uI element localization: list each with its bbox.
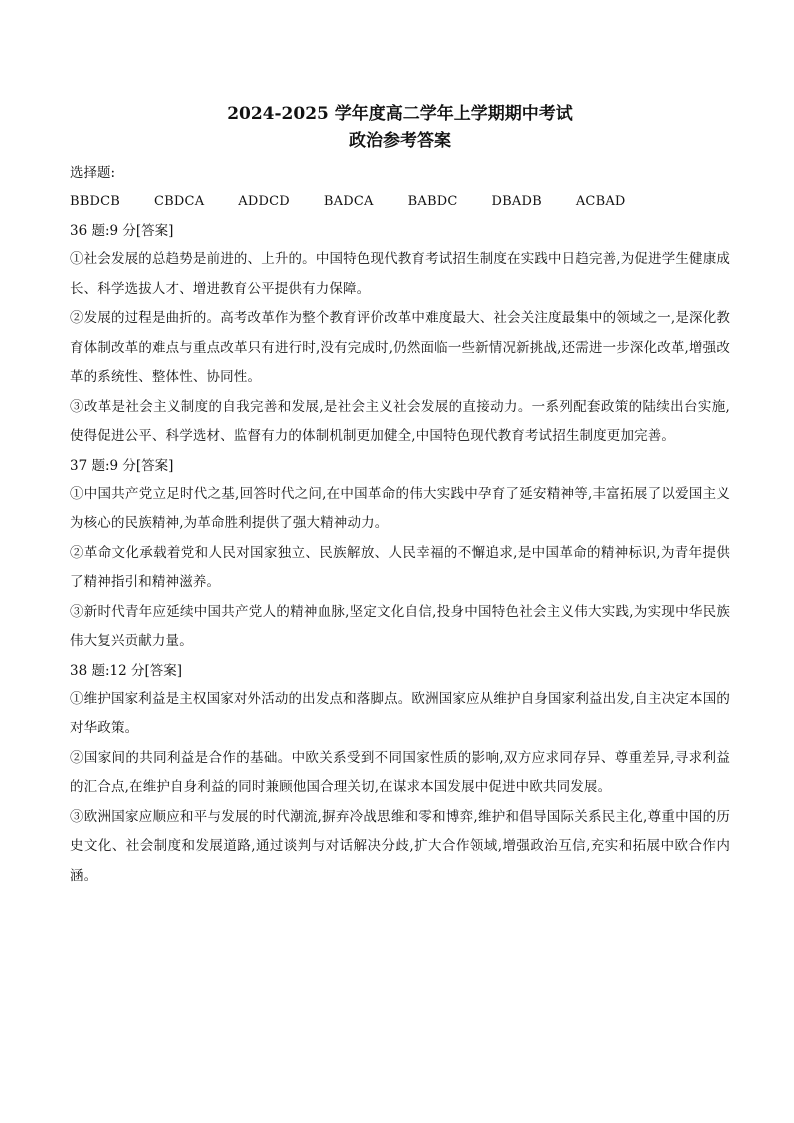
choice-group: BBDCB [70,194,121,209]
document-body [70,101,730,891]
choice-group: BABDC [407,194,458,209]
question-37-point-1: ①中国共产党立足时代之基,回答时代之问,在中国革命的伟大实践中孕育了延安精神等,丰富拓展了以爱国主义为核心的民族精神,为革命胜利提供了强大精神动力。 [70,485,730,531]
question-38-point-2: ②国家间的共同利益是合作的基础。中欧关系受到不同国家性质的影响,双方应求同存异、尊重差异,寻求利益的汇合点,在维护自身利益的同时兼顾他国合理关切,在谋求本国发展中促进中欧共同发展。 [70,749,730,795]
question-37-heading: 37 题:9 分[答案] [70,457,174,474]
question-38-point-3: ③欧洲国家应顺应和平与发展的时代潮流,摒弃冷战思维和零和博弈,维护和倡导国际关系民主化,尊重中国的历史文化、社会制度和发展道路,通过谈判与对话解决分歧,扩大合作领域,增强政治互信,充实和拓展中欧合作内涵。 [70,808,730,884]
choice-answers-row [70,187,730,217]
question-37-point-3: ③新时代青年应延续中国共产党人的精神血脉,坚定文化自信,投身中国特色社会主义伟大实践,为实现中华民族伟大复兴贡献力量。 [70,603,730,649]
choice-section-label: 选择题: [70,165,116,181]
answer-key-title: 政治参考答案 [349,131,451,151]
question-36-point-3: ③改革是社会主义制度的自我完善和发展,是社会主义社会发展的直接动力。一系列配套政策的陆续出台实施,使得促进公平、科学选材、监督有力的体制机制更加健全,中国特色现代教育考试招生制度更加完善。 [70,398,730,444]
choice-group: DBADB [491,194,542,209]
choice-group: ADDCD [238,194,290,209]
question-36-heading: 36 题:9 分[答案] [70,223,174,239]
question-36-point-1: ①社会发展的总趋势是前进的、上升的。中国特色现代教育考试招生制度在实践中日趋完善,为促进学生健康成长、科学选拔人才、增进教育公平提供有力保障。 [70,251,730,297]
question-36-point-2: ②发展的过程是曲折的。高考改革作为整个教育评价改革中难度最大、社会关注度最集中的领域之一,是深化教育体制改革的难点与重点改革只有进行时,没有完成时,仍然面临一些新情况新挑战,还需进一步深化改革,增强改革的系统性、整体性、协同性。 [70,310,730,385]
choice-group: BADCA [323,194,374,209]
choice-group: ACBAD [575,194,626,209]
question-38-point-1: ①维护国家利益是主权国家对外活动的出发点和落脚点。欧洲国家应从维护自身国家利益出发,自主决定本国的对华政策。 [70,690,730,736]
choice-group: CBDCA [154,194,205,209]
exam-title: 2024-2025 学年度高二学年上学期期中考试 [227,104,573,124]
question-37-point-2: ②革命文化承载着党和人民对国家独立、民族解放、人民幸福的不懈追求,是中国革命的精神标识,为青年提供了精神指引和精神滋养。 [70,544,730,590]
question-38-heading: 38 题:12 分[答案] [70,662,183,679]
